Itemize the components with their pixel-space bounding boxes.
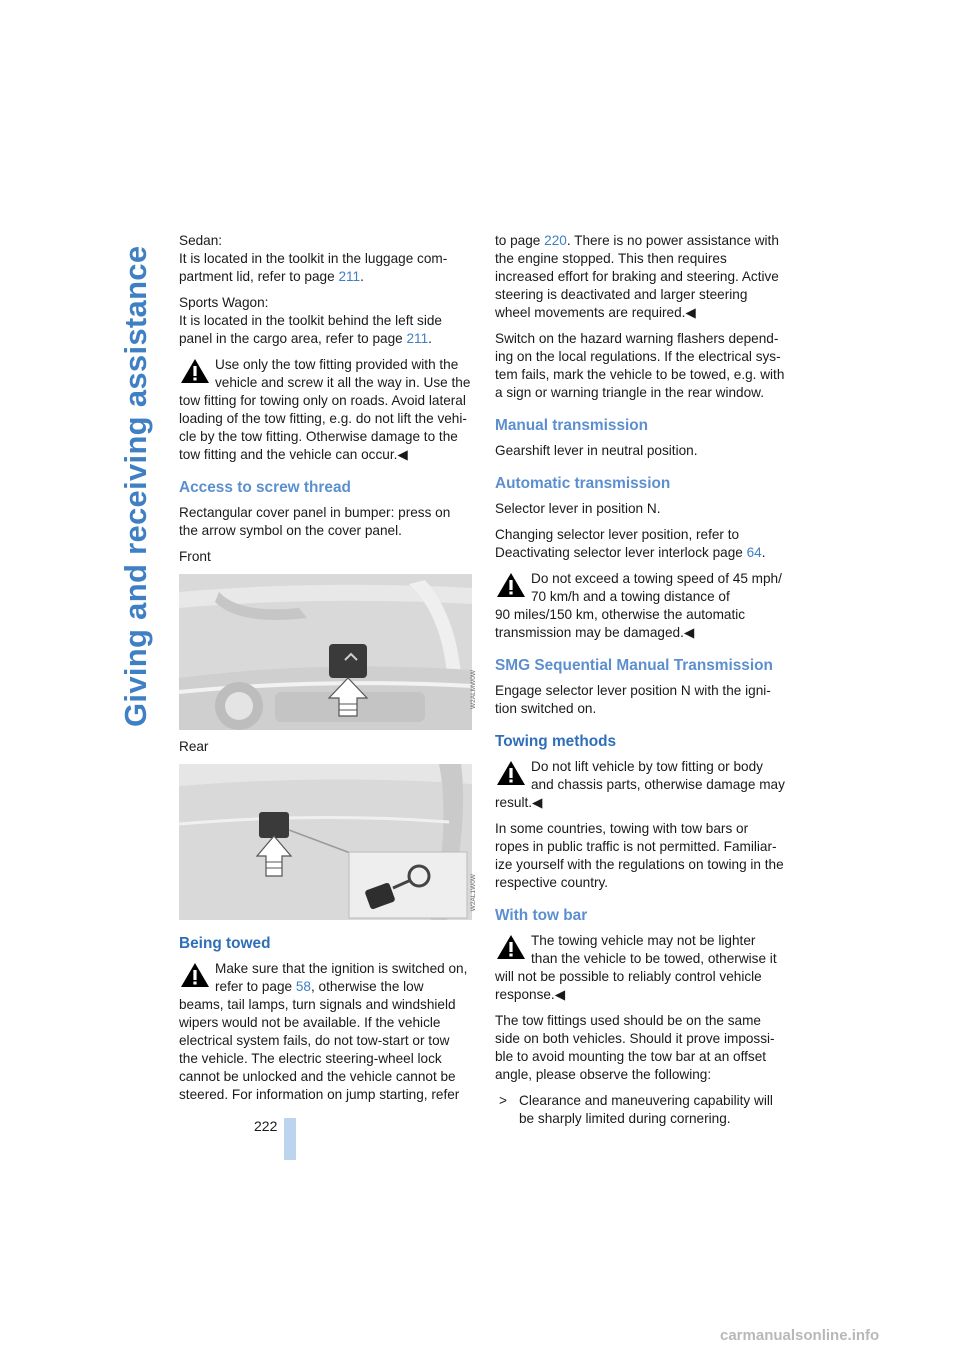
page-number: 222 (254, 1118, 278, 1134)
changing-selector-paragraph: Changing selector lever position, refer to Deactivating selector lever interlock page 64. (495, 527, 766, 560)
automatic-transmission-text: Selector lever in position N. (495, 501, 661, 516)
watermark: carmanualsonline.info (720, 1327, 880, 1344)
warning-triangle-icon (179, 960, 215, 996)
wagon-paragraph: Sports Wagon: It is located in the toolkit behind the left side panel in the cargo area, refer to page 211. (179, 295, 442, 346)
tow-bar-heading: With tow bar (495, 907, 588, 924)
rear-figure-code: W2AL1W0W (470, 874, 477, 912)
page-link-64[interactable]: 64 (746, 545, 762, 560)
right-column (495, 232, 790, 1136)
warning-ignition: Make sure that the ignition is switched on, refer to page 58, otherwise the low beams, tail lamps, turn signals and windshield wipers would not be available. If the vehicle electrical system fails, do not tow-start or tow the vehicle. The electric steering-wheel lock cannot be unlocked and the vehicle cannot be steered. For information on jump starting, refer (179, 961, 468, 1102)
page-thumb-bar (284, 1118, 296, 1160)
smg-paragraph: Engage selector lever position N with the igni- tion switched on. (495, 683, 771, 716)
page-link-220[interactable]: 220 (544, 233, 567, 248)
warning-triangle-icon (495, 932, 531, 968)
warning-lift-vehicle: Do not lift vehicle by tow fitting or body and chassis parts, otherwise damage may result.◀ (495, 759, 785, 810)
access-heading: Access to screw thread (179, 479, 351, 496)
chapter-side-title (108, 30, 152, 730)
warning-tow-fitting: Use only the tow fitting provided with the vehicle and screw it all the way in. Use the tow fitting for towing only on roads. Avoid lateral loading of the tow fitting, e.g. do not lift the vehi- cle by the tow fitting. Otherwise damage to the tow fitting and the vehicle can occur.◀ (179, 357, 471, 462)
access-paragraph: Rectangular cover panel in bumper: press on the arrow symbol on the cover panel. (179, 505, 451, 538)
front-figure-code: W2ALMW0W (470, 670, 477, 709)
rear-bumper-illustration (179, 764, 477, 920)
left-column (179, 232, 477, 1112)
automatic-transmission-heading: Automatic transmission (495, 475, 671, 492)
bullet-marker: > (499, 1093, 507, 1108)
continuation-paragraph: to page 220. There is no power assistance with the engine stopped. This then requires increased effort for braking and steering. Active steering is deactivated and larger steering wheel movements are required.◀ (495, 233, 779, 320)
chapter-title-text: Giving and receiving assistance (118, 245, 153, 727)
warning-towing-speed: Do not exceed a towing speed of 45 mph/ 70 km/h and a towing distance of 90 miles/150 km, otherwise the automatic transmission may be damaged.◀ (495, 571, 782, 640)
warning-towing-vehicle: The towing vehicle may not be lighter than the vehicle to be towed, otherwise it will not be possible to reliably control vehicle response.◀ (495, 933, 777, 1002)
front-label: Front (179, 549, 211, 564)
manual-transmission-text: Gearshift lever in neutral position. (495, 443, 698, 458)
warning-triangle-icon (495, 758, 531, 794)
hazard-paragraph: Switch on the hazard warning flashers depend- ing on the local regulations. If the electrical sys- tem fails, mark the vehicle to be towed, e.g. with a sign or warning triangle in the rear window. (495, 331, 785, 400)
manual-transmission-heading: Manual transmission (495, 417, 649, 434)
rear-label: Rear (179, 739, 209, 754)
page-link-211-wagon[interactable]: 211 (406, 331, 429, 346)
warning-triangle-icon (179, 356, 215, 392)
front-bumper-illustration (179, 574, 477, 730)
list-item: > Clearance and maneuvering capability will be sharply limited during cornering. (499, 1093, 773, 1126)
fittings-paragraph: The tow fittings used should be on the same side on both vehicles. Should it prove impossi- ble to avoid mounting the tow bar at an offset angle, please observe the following: (495, 1013, 775, 1082)
page-link-58[interactable]: 58 (295, 979, 311, 994)
countries-paragraph: In some countries, towing with tow bars or ropes in public traffic is not permitted. Familiar- ize yourself with the regulations on towing in the respective country. (495, 821, 784, 890)
being-towed-heading: Being towed (179, 935, 271, 952)
smg-heading: SMG Sequential Manual Transmission (495, 657, 773, 674)
towing-methods-heading: Towing methods (495, 733, 617, 750)
sedan-paragraph: Sedan: It is located in the toolkit in the luggage com- partment lid, refer to page 211. (179, 233, 448, 284)
page-link-211[interactable]: 211 (338, 269, 361, 284)
warning-triangle-icon (495, 570, 531, 606)
